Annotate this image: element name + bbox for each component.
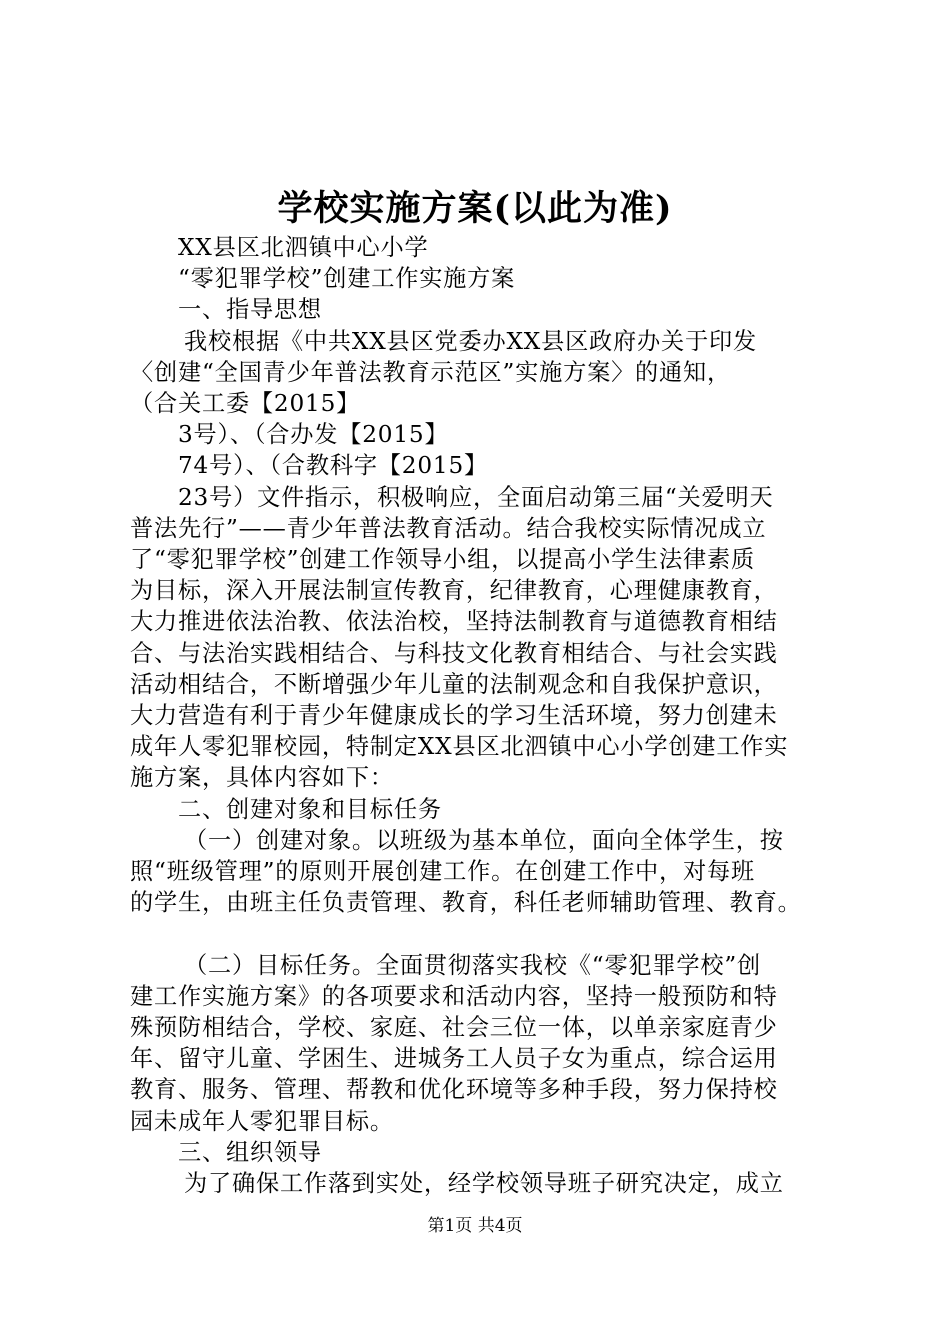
text-line: 〈创建“全国青少年普法教育示范区”实施方案〉的通知，: [130, 358, 732, 386]
text-line: 建工作实施方案》的各项要求和活动内容，坚持一般预防和特: [130, 982, 778, 1010]
text-line: 我校根据《中共XX县区党委办XX县区政府办关于印发: [184, 327, 757, 355]
text-line: 23号）文件指示，积极响应，全面启动第三届“关爱明天: [178, 483, 774, 511]
text-line: 成年人零犯罪校园，特制定XX县区北泗镇中心小学创建工作实: [130, 733, 789, 761]
section-heading: 三、组织领导: [178, 1138, 322, 1166]
document-body: [130, 232, 836, 1199]
text-line: 教育、服务、管理、帮教和优化环境等多种手段，努力保持校: [130, 1076, 778, 1104]
text-line: 为目标，深入开展法制宣传教育，纪律教育，心理健康教育，: [130, 577, 778, 605]
text-line: 年、留守儿童、学困生、进城务工人员子女为重点，综合运用: [130, 1045, 778, 1073]
text-line: 照“班级管理”的原则开展创建工作。在创建工作中，对每班: [130, 858, 755, 886]
paragraph-gap: [130, 918, 836, 949]
text-line: 园未成年人零犯罪目标。: [130, 1107, 394, 1135]
document-title: 学校实施方案(以此为准): [277, 188, 673, 229]
text-line: （合关工委【2015】: [130, 390, 361, 418]
text-line: 施方案，具体内容如下：: [130, 764, 394, 792]
text-line: 殊预防相结合，学校、家庭、社会三位一体，以单亲家庭青少: [130, 1014, 778, 1042]
text-line: 为了确保工作落到实处，经学校领导班子研究决定，成立: [184, 1170, 784, 1198]
section-heading: 一、指导思想: [178, 296, 322, 324]
text-line: 合、与法治实践相结合、与科技文化教育相结合、与社会实践: [130, 639, 778, 667]
page-footer: 第1页 共4页: [427, 1216, 523, 1236]
text-line: 的学生，由班主任负责管理、教育，科任老师辅助管理、教育。: [130, 889, 802, 917]
text-line: 活动相结合，不断增强少年儿童的法制观念和自我保护意识，: [130, 670, 778, 698]
text-line: 普法先行”——青少年普法教育活动。结合我校实际情况成立: [130, 514, 767, 542]
text-line: （二）目标任务。全面贯彻落实我校《“零犯罪学校”创: [184, 951, 762, 979]
text-line: （一）创建对象。以班级为基本单位，面向全体学生，按: [184, 826, 784, 854]
text-line: 3号）、（合办发【2015】: [178, 421, 449, 449]
section-heading: 二、创建对象和目标任务: [178, 795, 442, 823]
text-line: 了“零犯罪学校”创建工作领导小组，以提高小学生法律素质: [130, 546, 755, 574]
text-line: 大力营造有利于青少年健康成长的学习生活环境，努力创建未: [130, 702, 778, 730]
text-line: “零犯罪学校”创建工作实施方案: [178, 265, 516, 293]
text-line: XX县区北泗镇中心小学: [178, 234, 429, 261]
text-line: 大力推进依法治教、依法治校，坚持法制教育与道德教育相结: [130, 608, 778, 636]
text-line: 74号）、（合教科字【2015】: [178, 452, 488, 480]
